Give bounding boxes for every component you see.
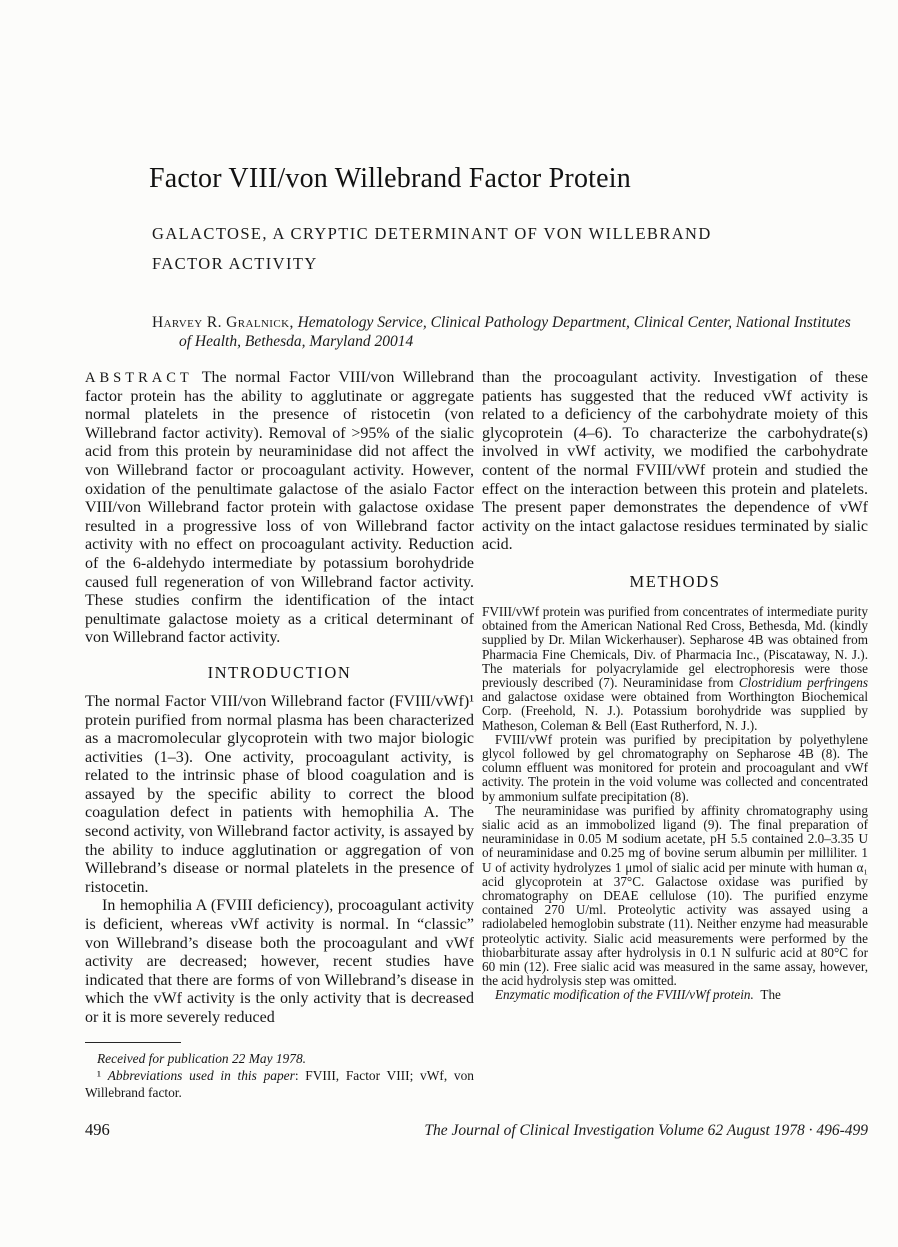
article-title: Factor VIII/von Willebrand Factor Protein <box>149 163 631 194</box>
abbreviations-note-body: : FVIII, Factor VIII; vWf, von Willebrand factor. <box>85 1068 474 1100</box>
author-byline <box>152 313 851 352</box>
article-subtitle <box>152 219 712 279</box>
methods-paragraph-1-text-b: and galactose oxidase were obtained from Worthington Biochemical Corp. (Freehold, N. J.). Potassium borohydride was supplied by Matheson, Coleman & Bell (East Rutherford, N. J.). <box>482 689 868 733</box>
organism-name: Clostridium perfringens <box>738 674 869 690</box>
abbreviations-note-lead: Abbreviations used in this paper <box>107 1068 295 1083</box>
page-footer <box>85 1120 868 1140</box>
methods-paragraph-2: FVIII/vWf protein was purified by precipitation by polyethylene glycol followed by gel chromatography on Sepharose 4B (8). The column effluent was monitored for protein and procoagulant and vWf activity. The protein in the void volume was collected and concentrated by ammonium sulfate precipitation (8). <box>482 731 868 804</box>
intro-paragraph-1: The normal Factor VIII/von Willebrand factor (FVIII/vWf)¹ protein purified from normal plasma has been characterized as a macromolecular glycoprotein with two major biologic activities (1–3). One activity, procoagulant activity, is related to the intrinsic phase of blood coagulation and is assayed by the specific ability to correct the blood coagulation defect in patients with hemophilia A. The second activity, von Willebrand factor activity, is assayed by the ability to induce agglutination or aggregation of von Willebrand’s disease or normal platelets in the presence of ristocetin. <box>85 692 474 896</box>
footnote-rule <box>85 1042 181 1043</box>
page-number: 496 <box>85 1120 110 1139</box>
methods-heading: METHODS <box>629 571 721 591</box>
intro-paragraph-2: In hemophilia A (FVIII deficiency), procoagulant activity is deficient, whereas vWf activity is normal. In “classic” von Willebrand’s disease both the procoagulant and vWf activity are decreased; however, recent studies have indicated that there are forms of von Willebrand’s disease in which the vWf activity is the only activity that is decreased or it is more severely reduced <box>85 897 474 1026</box>
abstract-label: ABSTRACT <box>85 370 193 386</box>
footnote-marker: ¹ <box>97 1068 108 1083</box>
received-for-publication-note: Received for publication 22 May 1978. <box>97 1051 306 1066</box>
abbreviations-note <box>85 1067 474 1101</box>
article-subtitle-line-1: GALACTOSE, A CRYPTIC DETERMINANT OF VON WILLEBRAND <box>152 224 712 243</box>
footnote-block <box>85 1042 474 1101</box>
methods-subsection-lead: Enzymatic modification of the FVIII/vWf protein. <box>495 987 754 1003</box>
abstract-paragraph <box>85 369 474 648</box>
abstract-text: The normal Factor VIII/von Willebrand factor protein has the ability to agglutinate or aggregate normal platelets in the presence of ristocetin (von Willebrand factor activity). Removal of >95% of the sialic acid from this protein by neuraminidase did not affect the von Willebrand factor or procoagulant activity. However, oxidation of the penultimate galactose of the asialo Factor VIII/von Willebrand factor protein with galactose oxidase resulted in a progressive loss of von Willebrand factor activity with no effect on procoagulant activity. Reduction of the 6-aldehydo intermediate by potassium borohydride caused full regeneration of von Willebrand factor activity. These studies confirm the identification of the intact penultimate galactose moiety as a critical determinant of von Willebrand factor activity. <box>85 369 474 647</box>
right-column <box>482 369 868 1003</box>
article-subtitle-line-2: FACTOR ACTIVITY <box>152 254 318 273</box>
author-name: Harvey R. Gralnick, <box>152 313 294 331</box>
methods-paragraph-1-text-a: FVIII/vWf protein was purified from concentrates of intermediate purity obtained from the American National Red Cross, Bethesda, Md. (kindly supplied by Dr. Milan Wickerhauser). Sepharose 4B was obtained from Pharmacia Fine Chemicals, Div. of Pharmacia Inc., (Piscataway, N. J.). The materials for polyacrylamide gel electrophoresis were those previously described (7). Neuraminidase from <box>482 603 868 690</box>
methods-paragraph-4-text: The <box>760 987 781 1003</box>
introduction-heading: INTRODUCTION <box>207 662 352 682</box>
methods-paragraph-4 <box>482 988 868 1002</box>
methods-paragraph-1 <box>482 605 868 733</box>
journal-citation: The Journal of Clinical Investigation Volume 62 August 1978 · 496-499 <box>424 1122 868 1139</box>
author-affiliation: Hematology Service, Clinical Pathology Department, Clinical Center, National Institutes of Health, Bethesda, Maryland 20014 <box>179 313 851 350</box>
methods-paragraph-3: The neuraminidase was purified by affinity chromatography using sialic acid as an immobolized ligand (9). The final preparation of neuraminidase in 0.05 M sodium acetate, pH 5.5 contained 2.0–3.35 U of neuraminidase and 0.25 mg of bovine serum albumin per milliliter. 1 U of activity hydrolyzes 1 μmol of sialic acid per minute with human α₁ acid glycoprotein at 37°C. Galactose oxidase was purified by chromatography on DEAE cellulose (10). The purified enzyme contained 270 U/ml. Proteolytic activity was assayed using a radiolabeled hemoglobin substrate (11). Neither enzyme had measurable proteolytic activity. Sialic acid measurements were performed by the thiobarbiturate assay after hydrolysis in 0.1 N sulfuric acid at 80°C for 60 min (12). Free sialic acid was measured in the same assay, however, the acid hydrolysis step was omitted. <box>482 802 868 989</box>
intro-continuation-paragraph: than the procoagulant activity. Investigation of these patients has suggested that the reduced vWf activity is related to a deficiency of the carbohydrate moiety of this glycoprotein (4–6). To characterize the carbohydrate(s) involved in vWf activity, we modified the carbohydrate content of the normal FVIII/vWf protein and studied the effect on the interaction between this protein and platelets. The present paper demonstrates the dependence of vWf activity on the intact galactose residues terminated by sialic acid. <box>482 369 868 554</box>
left-column <box>85 369 474 1028</box>
